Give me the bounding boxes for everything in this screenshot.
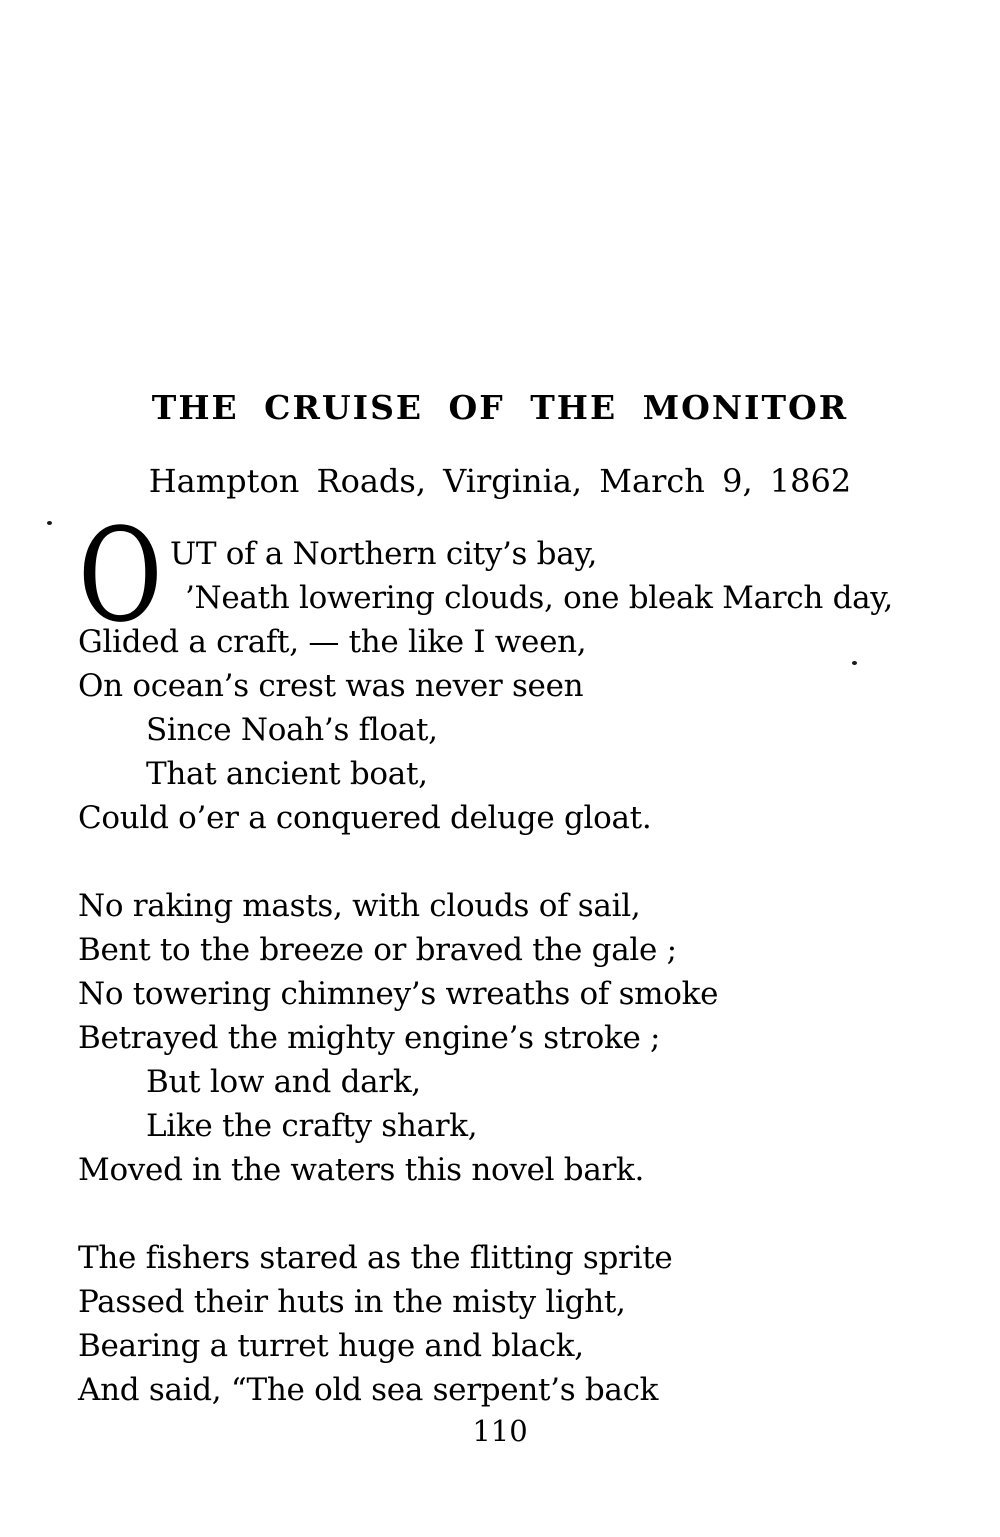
stanza-3: [78, 1236, 940, 1412]
poem-line: Bent to the breeze or braved the gale ;: [78, 932, 677, 968]
poem-line: Glided a craft, — the like I ween,: [78, 624, 587, 660]
scan-speck: [47, 521, 52, 525]
poem-line: Betrayed the mighty engine’s stroke ;: [78, 1020, 661, 1056]
stanza-2: [78, 884, 940, 1192]
poem-line: Passed their huts in the misty light,: [78, 1284, 626, 1320]
poem-line: ’Neath lowering clouds, one bleak March day,: [185, 580, 893, 616]
poem-line: No towering chimney’s wreaths of smoke: [78, 976, 719, 1012]
poem-title: THE CRUISE OF THE MONITOR: [151, 388, 849, 427]
poem-line: No raking masts, with clouds of sail,: [78, 888, 641, 924]
poem-line: The fishers stared as the flitting sprite: [78, 1240, 673, 1276]
poem-line: Moved in the waters this novel bark.: [78, 1152, 645, 1188]
stanza-1: [78, 501, 940, 840]
poem-line: Could o’er a conquered deluge gloat.: [78, 800, 652, 836]
poem-line: Since Noah’s float,: [146, 712, 438, 748]
poem-line: Like the crafty shark,: [146, 1108, 478, 1144]
poem-line: Bearing a turret huge and black,: [78, 1328, 584, 1364]
poem-line: UT of a Northern city’s bay,: [170, 536, 598, 572]
poem-line: On ocean’s crest was never seen: [78, 668, 584, 704]
poem-subtitle: Hampton Roads, Virginia, March 9, 1862: [148, 462, 852, 500]
poem-line: But low and dark,: [146, 1064, 421, 1100]
scan-speck: [852, 661, 857, 665]
poem-line: That ancient boat,: [146, 756, 428, 792]
poem-line: And said, “The old sea serpent’s back: [78, 1372, 659, 1408]
drop-cap: O: [78, 501, 163, 651]
page-number: 110: [472, 1414, 528, 1448]
poem-body: [0, 501, 1000, 1412]
